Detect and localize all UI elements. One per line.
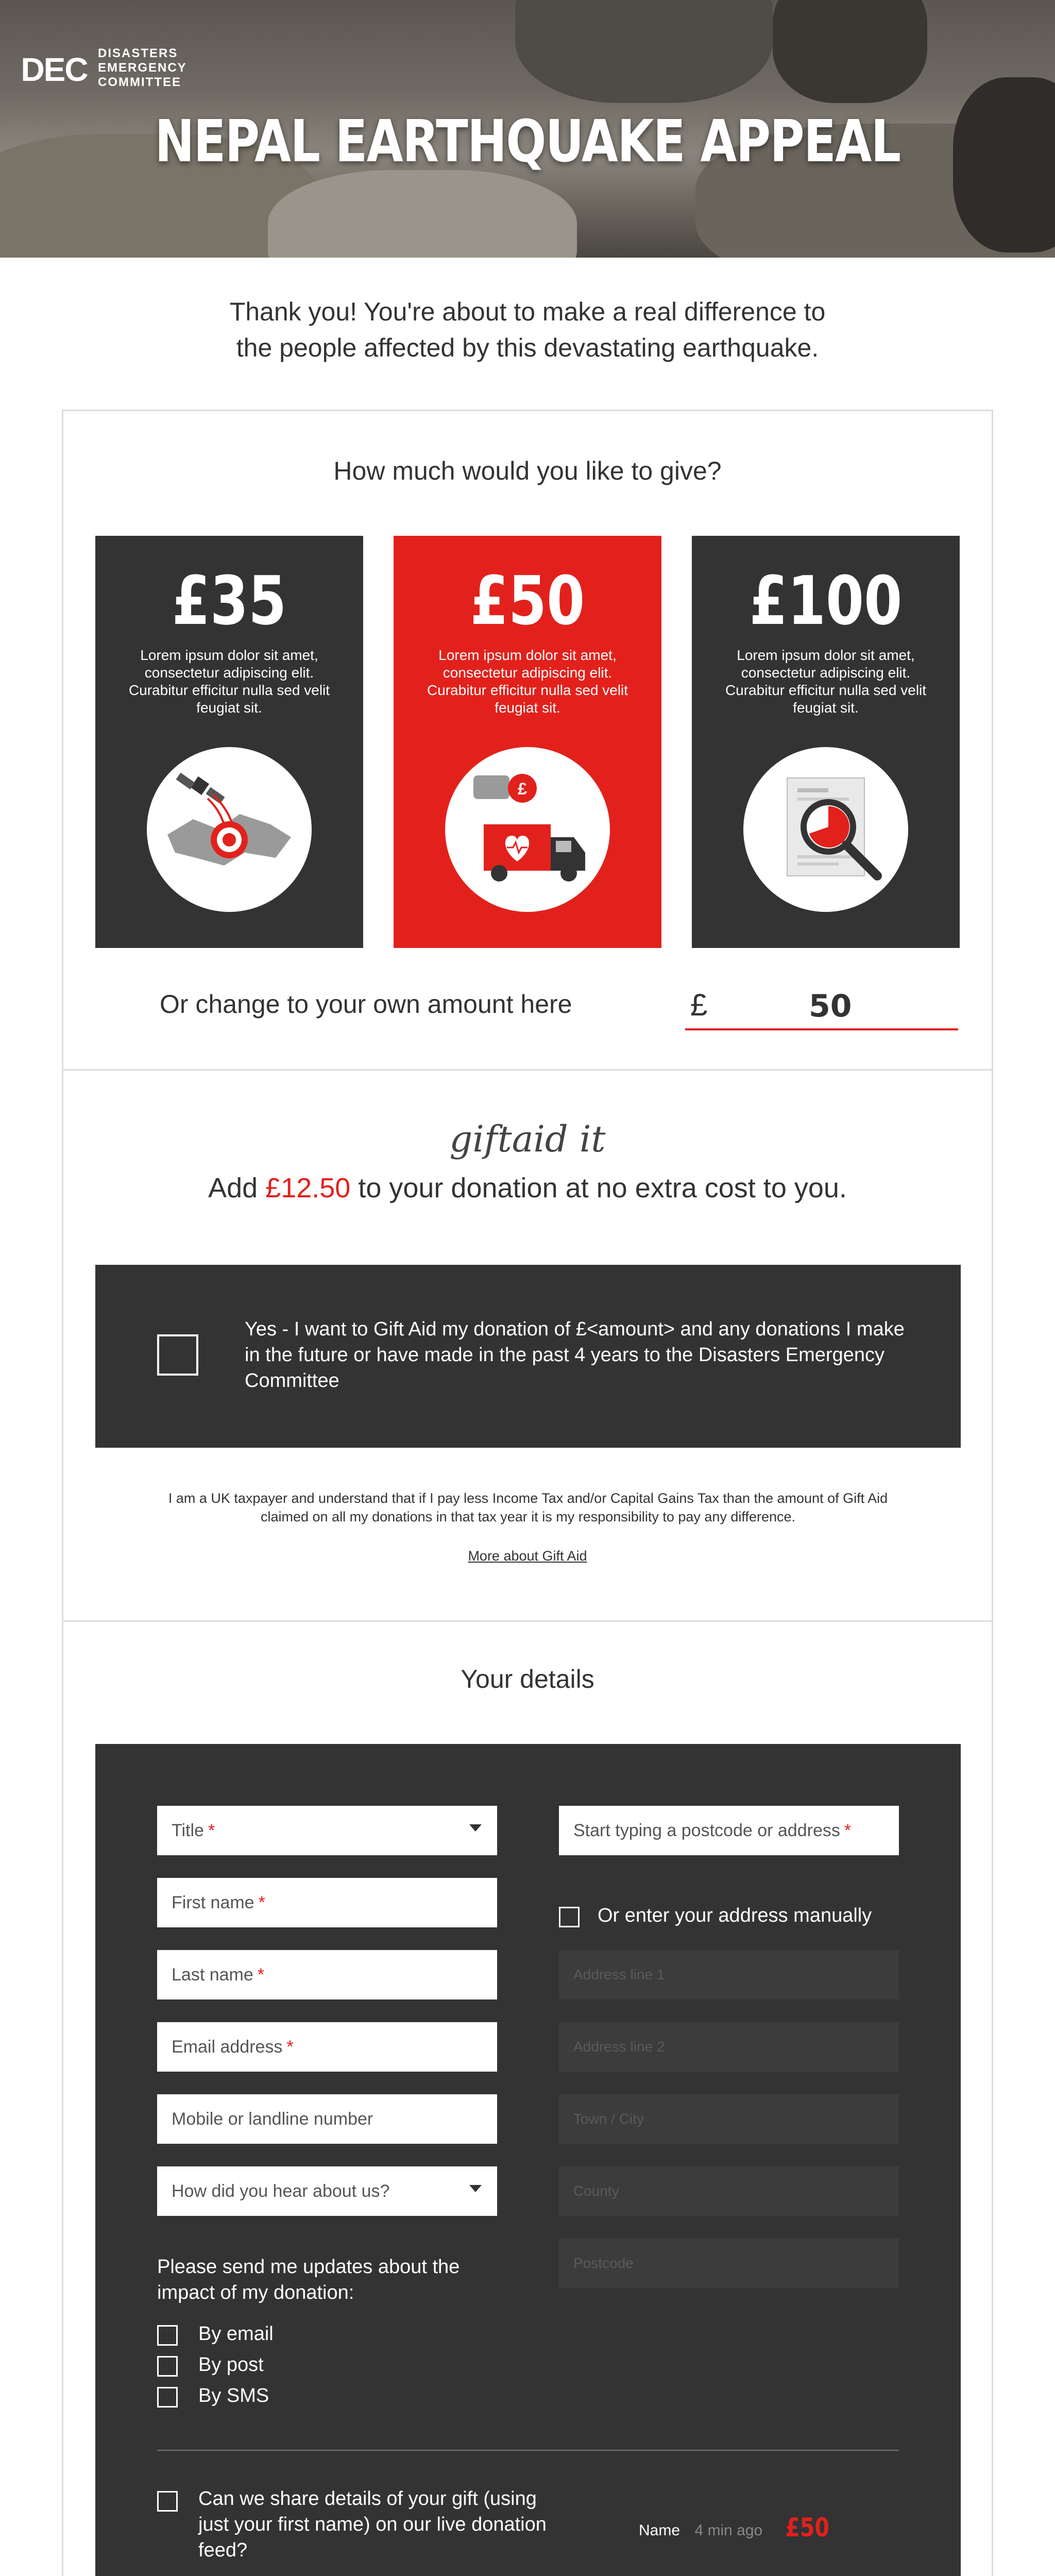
satellite-map-icon xyxy=(147,747,312,912)
share-feed-question[interactable]: Can we share details of your gift (using just your first name) on our live donation feed? xyxy=(198,2488,547,2561)
feed-amount: £50 xyxy=(785,2513,829,2543)
intro-line: the people affected by this devastating earthquake. xyxy=(236,333,819,362)
giftaid-declaration: I am a UK taxpayer and understand that if I pay less Income Tax and/or Capital Gains Tax than the amount of Gift Aid claimed on all my donations in that tax year it is my responsibility to pay any difference. xyxy=(168,1490,888,1524)
feed-time: 4 min ago xyxy=(694,2522,763,2539)
section-divider xyxy=(63,1069,992,1071)
chevron-down-icon xyxy=(469,1824,482,1832)
address-line-2-input: Address line 2 xyxy=(559,2022,899,2072)
updates-sms-checkbox[interactable] xyxy=(157,2387,178,2408)
page-title: NEPAL EARTHQUAKE APPEAL xyxy=(155,108,900,175)
amount-tile-50[interactable] xyxy=(394,536,661,948)
details-panel xyxy=(95,1744,961,2576)
amount-tile-35[interactable] xyxy=(95,536,363,948)
required-mark: * xyxy=(208,1820,215,1840)
updates-prompt: Please send me updates about the impact of my donation: xyxy=(157,2256,460,2303)
share-feed-checkbox[interactable] xyxy=(157,2491,178,2512)
field-label: Email address xyxy=(172,2037,283,2057)
town-input: Town / City xyxy=(559,2094,899,2144)
last-name-input[interactable] xyxy=(157,1950,497,1999)
tile-amount: £35 xyxy=(172,562,287,640)
updates-email-label[interactable]: By email xyxy=(198,2323,274,2345)
field-label: First name xyxy=(172,1892,254,1912)
field-label: Mobile or landline number xyxy=(172,2109,373,2129)
field-label: Title xyxy=(172,1820,204,1840)
logo-line: DISASTERS xyxy=(98,46,178,60)
manual-address-label[interactable]: Or enter your address manually xyxy=(598,1905,872,1926)
custom-amount-label: Or change to your own amount here xyxy=(160,990,572,1019)
giftaid-logo: giftaid it xyxy=(449,1118,606,1160)
manual-address-checkbox[interactable] xyxy=(559,1907,580,1927)
giftaid-amount: £12.50 xyxy=(265,1173,351,1204)
details-divider xyxy=(157,2450,899,2451)
updates-post-label[interactable]: By post xyxy=(198,2354,264,2376)
first-name-input[interactable] xyxy=(157,1878,497,1927)
giftaid-more-link[interactable]: More about Gift Aid xyxy=(468,1548,587,1564)
field-label: Start typing a postcode or address xyxy=(573,1820,840,1840)
required-mark: * xyxy=(844,1820,852,1840)
updates-sms-label[interactable]: By SMS xyxy=(198,2385,269,2406)
dec-logo-mark: DEC xyxy=(21,51,88,88)
giftaid-headline xyxy=(0,1172,1055,1204)
postcode-lookup-input[interactable] xyxy=(559,1806,899,1855)
giftaid-checkbox[interactable] xyxy=(157,1334,198,1376)
currency-symbol: £ xyxy=(690,988,708,1022)
address-line-1-input: Address line 1 xyxy=(559,1950,899,1999)
required-mark: * xyxy=(257,1964,264,1985)
intro-line: Thank you! You're about to make a real difference to xyxy=(229,297,826,326)
chevron-down-icon xyxy=(469,2185,482,2192)
tile-amount: £100 xyxy=(749,562,903,640)
required-mark: * xyxy=(258,1892,265,1912)
field-label: Last name xyxy=(172,1964,253,1985)
giftaid-prefix: Add xyxy=(208,1173,266,1204)
tile-amount: £50 xyxy=(470,562,585,640)
logo-line: EMERGENCY xyxy=(98,61,187,75)
hero-banner xyxy=(0,0,1055,258)
email-input[interactable] xyxy=(157,2022,497,2072)
giftaid-suffix: to your donation at no extra cost to you. xyxy=(350,1173,847,1204)
custom-amount-input[interactable] xyxy=(685,979,958,1030)
details-title: Your details xyxy=(461,1665,594,1693)
amount-question: How much would you like to give? xyxy=(333,456,722,485)
title-select[interactable] xyxy=(157,1806,497,1855)
giftaid-checkbox-label[interactable]: Yes - I want to Gift Aid my donation of £<amount> and any donations I make in the future or have made in the past 4 years to the Disasters Emergency Committee xyxy=(245,1318,905,1392)
updates-post-checkbox[interactable] xyxy=(157,2356,178,2377)
postcode-input: Postcode xyxy=(559,2239,899,2288)
feed-preview xyxy=(639,2522,762,2539)
giftaid-panel xyxy=(95,1265,961,1448)
tile-description: Lorem ipsum dolor sit amet, consectetur adipiscing elit. Curabitur efficitur nulla sed velit feugiat sit. xyxy=(725,647,927,716)
county-input: County xyxy=(559,2166,899,2216)
hear-about-select[interactable] xyxy=(157,2166,497,2216)
intro-text xyxy=(0,294,1055,366)
report-magnifier-icon xyxy=(743,747,908,912)
dec-logo[interactable] xyxy=(21,31,206,108)
feed-name: Name xyxy=(639,2522,680,2539)
svg-text:£: £ xyxy=(518,779,527,798)
amount-tile-100[interactable] xyxy=(692,536,960,948)
updates-email-checkbox[interactable] xyxy=(157,2325,178,2346)
logo-line: COMMITTEE xyxy=(98,75,181,89)
tile-description: Lorem ipsum dolor sit amet, consectetur adipiscing elit. Curabitur efficitur nulla sed velit feugiat sit. xyxy=(128,647,330,716)
field-label: How did you hear about us? xyxy=(172,2181,390,2201)
required-mark: * xyxy=(286,2037,294,2057)
custom-amount-value: 50 xyxy=(809,988,852,1024)
section-divider xyxy=(63,1620,992,1622)
dec-logo-text xyxy=(98,46,211,90)
aid-truck-icon xyxy=(445,747,610,912)
tile-description: Lorem ipsum dolor sit amet, consectetur adipiscing elit. Curabitur efficitur nulla sed velit feugiat sit. xyxy=(427,647,628,716)
phone-input[interactable] xyxy=(157,2094,497,2144)
